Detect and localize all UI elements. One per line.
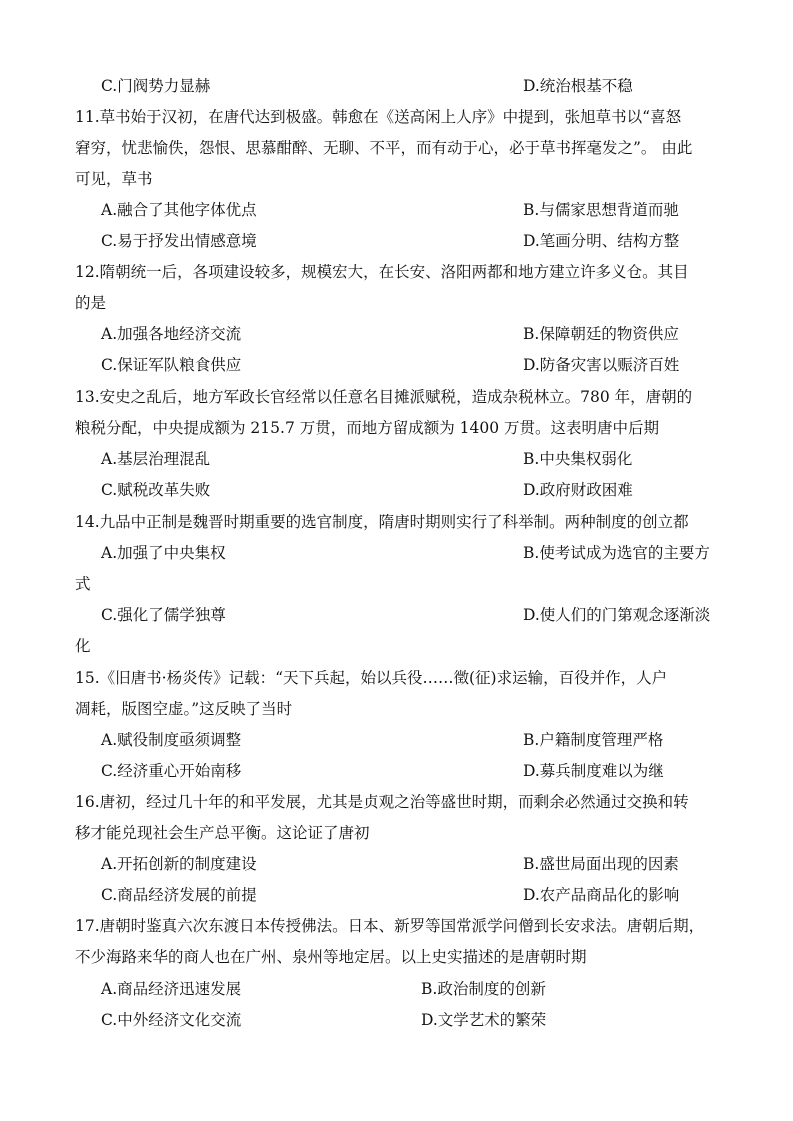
q14-option-b: B.使考试成为选官的主要方 [523, 544, 710, 562]
q11-option-a: A.融合了其他字体优点 [101, 201, 257, 219]
q16-stem-line-1: 16.唐初，经过几十年的和平发展，尤其是贞观之治等盛世时期，而剩余必然通过交换和转 [75, 793, 689, 811]
q15-option-c: C.经济重心开始南移 [101, 762, 242, 780]
q14-option-d-wrap: 化 [75, 637, 91, 655]
q14-option-a: A.加强了中央集权 [101, 544, 226, 562]
q13-stem-line-2: 粮税分配，中央提成额为 215.7 万贯，而地方留成额为 1400 万贯。这表明唐中后期 [75, 419, 660, 437]
q11-option-d: D.笔画分明、结构方整 [523, 232, 680, 250]
q17-option-c: C.中外经济文化交流 [101, 1011, 242, 1029]
q14-option-d: D.使人们的门第观念逐渐淡 [523, 606, 711, 624]
q14-option-b-wrap: 式 [75, 575, 91, 593]
q15-option-d: D.募兵制度难以为继 [523, 762, 664, 780]
q16-option-c: C.商品经济发展的前提 [101, 886, 257, 904]
q13-option-d: D.政府财政困难 [523, 481, 633, 499]
q17-option-a: A.商品经济迅速发展 [101, 980, 242, 998]
q12-stem-line-2: 的是 [75, 294, 107, 312]
q11-stem-line-2: 窘穷，忧悲愉佚，怨恨、思慕酣醉、无聊、不平，而有动于心，必于草书挥毫发之”。 由此 [75, 139, 693, 157]
q16-stem-line-2: 移才能兑现社会生产总平衡。这论证了唐初 [75, 824, 370, 842]
q16-option-a: A.开拓创新的制度建设 [101, 855, 257, 873]
q14-option-c: C.强化了儒学独尊 [101, 606, 226, 624]
q12-stem-line-1: 12.隋朝统一后，各项建设较多，规模宏大，在长安、洛阳两都和地方建立许多义仓。其目 [75, 263, 689, 281]
q16-option-b: B.盛世局面出现的因素 [523, 855, 679, 873]
q13-stem-line-1: 13.安史之乱后，地方军政长官经常以任意名目摊派赋税，造成杂税林立。780 年，唐朝的 [75, 388, 693, 406]
q17-stem-line-2: 不少海路来华的商人也在广州、泉州等地定居。以上史实描述的是唐朝时期 [75, 948, 587, 966]
q15-option-b: B.户籍制度管理严格 [523, 731, 664, 749]
q12-option-b: B.保障朝廷的物资供应 [523, 325, 679, 343]
q17-option-b: B.政治制度的创新 [421, 980, 546, 998]
q10-option-d: D.统治根基不稳 [523, 77, 633, 95]
q11-stem-line-3: 可见，草书 [75, 170, 153, 188]
q15-stem-line-2: 凋耗，版图空虚。”这反映了当时 [75, 700, 293, 718]
q11-option-b: B.与儒家思想背道而驰 [523, 201, 679, 219]
q15-option-a: A.赋役制度亟须调整 [101, 731, 242, 749]
q11-option-c: C.易于抒发出情感意境 [101, 232, 257, 250]
q12-option-d: D.防备灾害以赈济百姓 [523, 356, 680, 374]
q16-option-d: D.农产品商品化的影响 [523, 886, 680, 904]
q13-option-c: C.赋税改革失败 [101, 481, 211, 499]
q17-stem-line-1: 17.唐朝时鉴真六次东渡日本传授佛法。日本、新罗等国常派学问僧到长安求法。唐朝后期， [75, 917, 705, 935]
q17-option-d: D.文学艺术的繁荣 [421, 1011, 547, 1029]
q11-stem-line-1: 11.草书始于汉初，在唐代达到极盛。韩愈在《送高闲上人序》中提到，张旭草书以“喜怒 [75, 108, 682, 126]
q13-option-b: B.中央集权弱化 [523, 450, 633, 468]
q12-option-a: A.加强各地经济交流 [101, 325, 242, 343]
q13-option-a: A.基层治理混乱 [101, 450, 211, 468]
q12-option-c: C.保证军队粮食供应 [101, 356, 242, 374]
q15-stem-line-1: 15.《旧唐书·杨炎传》记载：“天下兵起，始以兵役……徵(征)求运输，百役并作，人户 [75, 669, 668, 687]
q14-stem-line-1: 14.九品中正制是魏晋时期重要的选官制度，隋唐时期则实行了科举制。两种制度的创立都 [75, 513, 689, 531]
q10-option-c: C.门阀势力显赫 [101, 77, 211, 95]
